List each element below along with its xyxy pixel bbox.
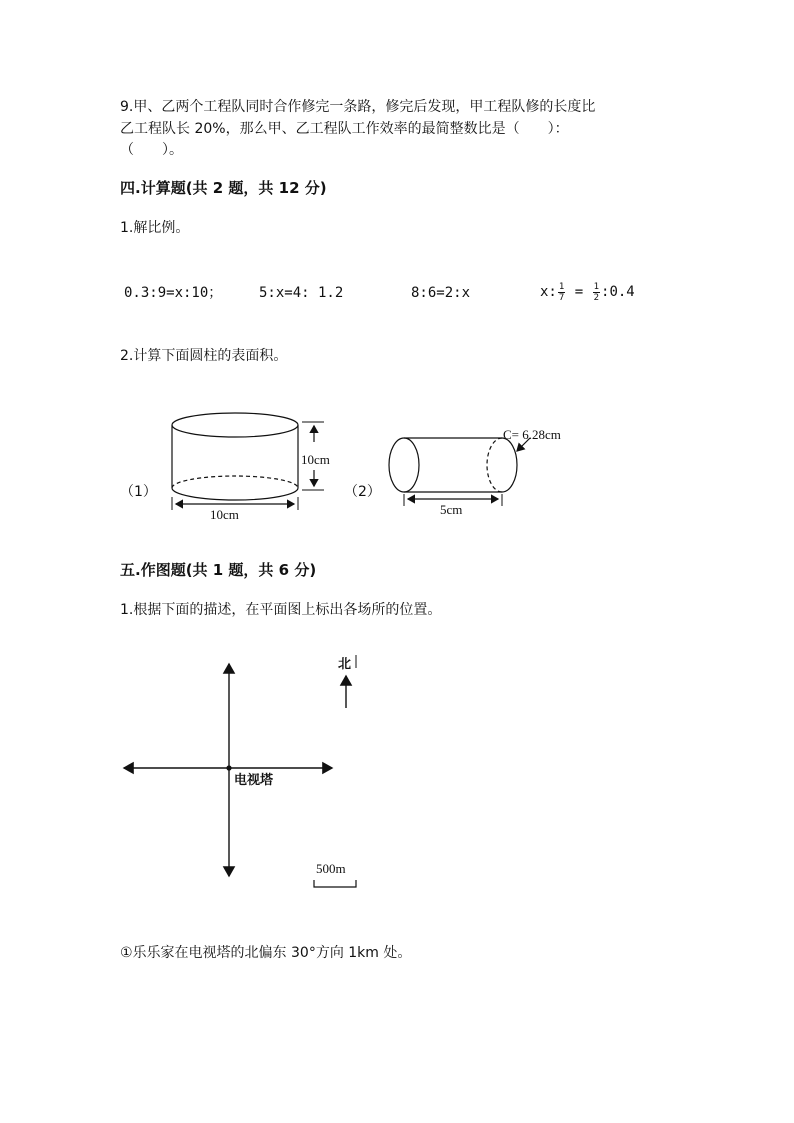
tv-tower-point: [226, 765, 231, 770]
s5-item-1: ①乐乐家在电视塔的北偏东 30°方向 1km 处。: [120, 945, 412, 961]
fig2-tag: （2）: [344, 484, 381, 500]
fig1-tag: （1）: [120, 484, 157, 500]
q9-line-1: 9.甲、乙两个工程队同时合作修完一条路，修完后发现，甲工程队修的长度比: [120, 99, 596, 115]
fraction-1-7: $\frac{1}{7}$: [558, 281, 565, 303]
section-4-title: 四.计算题(共 2 题，共 12 分): [120, 179, 327, 197]
s4-q2-label: 2.计算下面圆柱的表面积。: [120, 348, 288, 364]
q9-line-3: （ ）。: [120, 142, 183, 158]
cyl1-diameter-label: 10cm: [210, 507, 239, 522]
equation-3: 8:6=2:x: [411, 285, 471, 301]
eq4-suffix: :0.4: [601, 284, 635, 300]
eq4-prefix: x:: [540, 284, 557, 300]
fraction-1-2: $\frac{1}{2}$: [593, 281, 600, 303]
scale-label: 500m: [316, 861, 346, 876]
equation-1: 0.3:9=x:10；: [124, 285, 223, 301]
cyl1-height-label: 10cm: [301, 452, 330, 467]
s4-q1-label: 1.解比例。: [120, 220, 190, 236]
north-label: 北: [338, 657, 352, 672]
equation-2: 5:x=4: 1.2: [259, 285, 344, 301]
cyl2-length-label: 5cm: [440, 502, 463, 517]
tv-tower-label: 电视塔: [234, 773, 274, 788]
eq4-equals: =: [574, 284, 584, 300]
scale-bar: [314, 880, 356, 887]
cyl2-circumference-label: C= 6.28cm: [503, 427, 561, 442]
section-5-title: 五.作图题(共 1 题，共 6 分): [120, 561, 317, 579]
q9-line-2: 乙工程队长 20%，那么甲、乙工程队工作效率的最简整数比是（ ）：: [120, 121, 569, 137]
s5-q1-label: 1.根据下面的描述，在平面图上标出各场所的位置。: [120, 602, 442, 618]
